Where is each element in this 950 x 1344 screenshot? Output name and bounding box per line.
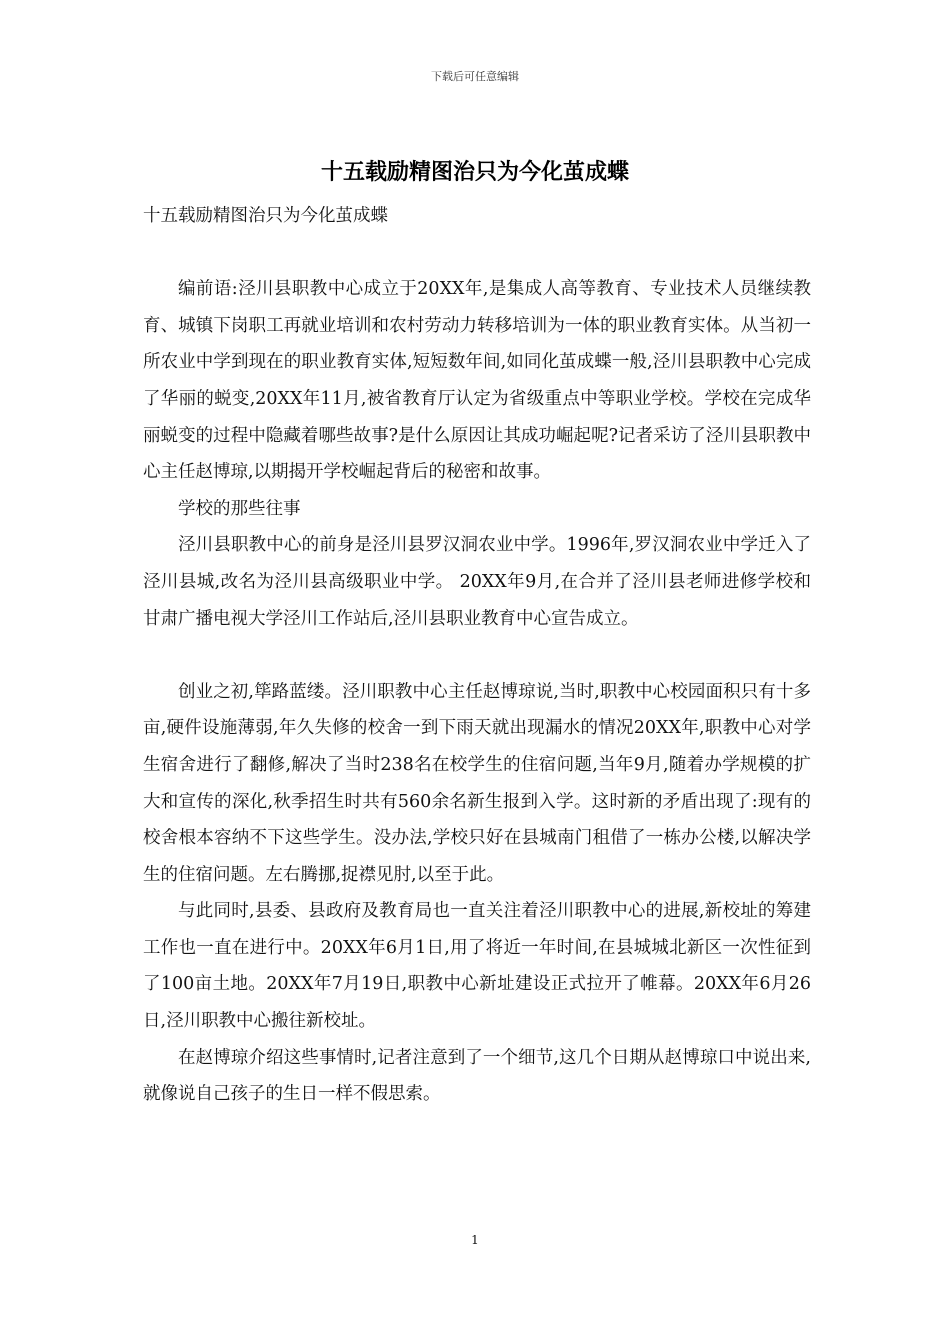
early-days-paragraph: 创业之初,筚路蓝缕。泾川职教中心主任赵博琼说,当时,职教中心校园面积只有十多亩,硬件设施薄弱,年久失修的校舍一到下雨天就出现漏水的情况20XX年,职教中心对学生宿舍进行了翻修,解决了当时238名在校学生的住宿问题,当年9月,随着办学规模的扩大和宣传的深化,秋季招生时共有560余名新生报到入学。这时新的矛盾出现了:现有的校舍根本容纳不下这些学生。没办法,学校只好在县城南门租借了一栋办公楼,以解决学生的住宿问题。左右腾挪,捉襟见肘,以至于此。 [143,681,811,885]
page-header-note: 下载后可任意编辑 [431,70,519,83]
blank-line [143,637,811,674]
document-body [143,198,811,1113]
section-heading: 学校的那些往事 [178,498,301,519]
detail-paragraph: 在赵博琼介绍这些事情时,记者注意到了一个细节,这几个日期从赵博琼口中说出来,就像说自己孩子的生日一样不假思索。 [143,1047,811,1105]
document-title: 十五载励精图治只为今化茧成蝶 [320,160,629,185]
new-campus-paragraph: 与此同时,县委、县政府及教育局也一直关注着泾川职教中心的进展,新校址的筹建工作也一直在进行中。20XX年6月1日,用了将近一年时间,在县城城北新区一次性征到了100亩土地。20XX年7月19日,职教中心新址建设正式拉开了帷幕。20XX年6月26日,泾川职教中心搬往新校址。 [143,901,811,1032]
document-subtitle: 十五载励精图治只为今化茧成蝶 [143,206,388,226]
history-paragraph: 泾川县职教中心的前身是泾川县罗汉洞农业中学。1996年,罗汉洞农业中学迁入了泾川县城,改名为泾川县高级职业中学。 20XX年9月,在合并了泾川县老师进修学校和甘肃广播电视大学泾川工作站后,泾川县职业教育中心宣告成立。 [143,535,811,629]
page-number: 1 [471,1233,479,1247]
blank-line [143,235,811,272]
editor-note-paragraph: 编前语:泾川县职教中心成立于20XX年,是集成人高等教育、专业技术人员继续教育、城镇下岗职工再就业培训和农村劳动力转移培训为一体的职业教育实体。从当初一所农业中学到现在的职业教育实体,短短数年间,如同化茧成蝶一般,泾川县职教中心完成了华丽的蜕变,20XX年11月,被省教育厅认定为省级重点中等职业学校。学校在完成华丽蜕变的过程中隐藏着哪些故事?是什么原因让其成功崛起呢?记者采访了泾川县职教中心主任赵博琼,以期揭开学校崛起背后的秘密和故事。 [143,279,811,483]
